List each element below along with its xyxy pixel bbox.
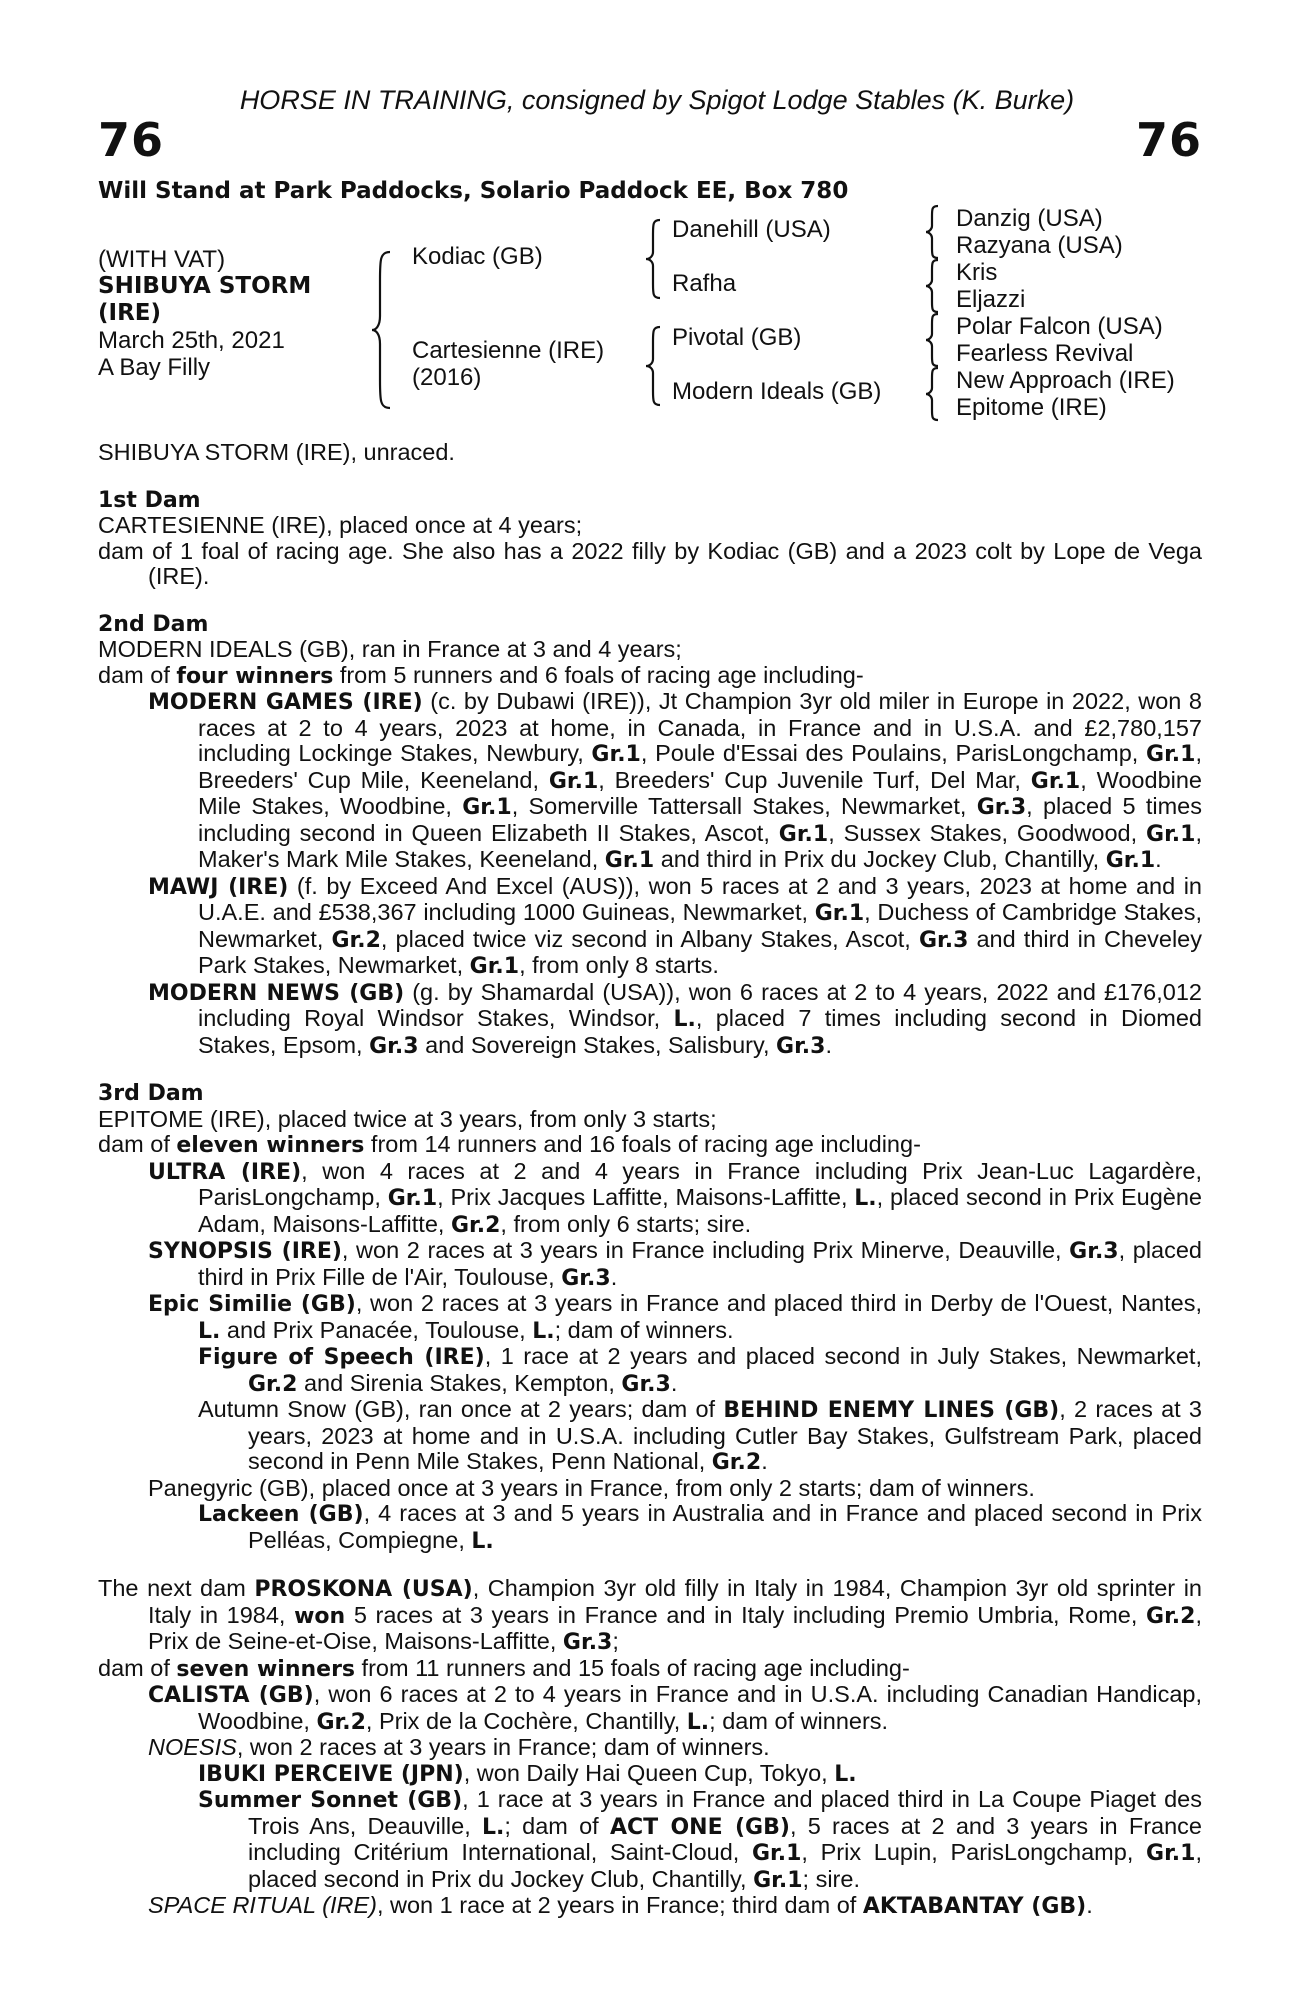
third-dam-heading: 3rd Dam — [98, 1081, 204, 1106]
lot-number-right: 76 — [1135, 113, 1202, 167]
produce-entry-mawj: MAWJ (IRE) (f. by Exceed And Excel (AUS)), won 5 races at 2 and 3 years, 2023 at home and in U.A.E. and £538,367 including 1000 Guineas, Newmarket, Gr.1, Duchess of Cambridge Stakes, Newmarket, Gr.2, placed twice viz second in Albany Stakes, Ascot, Gr.3 and third in Cheveley Park Stakes, Newmarket, Gr.1, from only 8 starts. — [148, 872, 1202, 979]
great-grandsire-2: Kris — [956, 259, 998, 286]
produce-entry-panegyric: Panegyric (GB), placed once at 3 years in France, from only 2 starts; dam of winners. — [148, 1474, 1035, 1501]
first-dam-produce: dam of 1 foal of racing age. She also has a 2022 filly by Kodiac (GB) and a 2023 colt by Lope de Vega (IRE). — [98, 537, 1202, 589]
produce-entry-ibuki-perceive: IBUKI PERCEIVE (JPN), won Daily Hai Queen Cup, Tokyo, L. — [198, 1759, 857, 1787]
pedigree-brace-4 — [924, 204, 944, 260]
produce-entry-ultra: ULTRA (IRE), won 4 races at 2 and 4 years in France including Prix Jean-Luc Lagardère, ParisLongchamp, Gr.1, Prix Jacques Laffitte, Maisons-Laffitte, L., placed second in Prix Eugène Adam, Maisons-Laffitte, Gr.2, from only 6 starts; sire. — [148, 1157, 1203, 1238]
pedigree-brace-3 — [644, 325, 666, 407]
produce-entry-modern-news: MODERN NEWS (GB) (g. by Shamardal (USA)), won 6 races at 2 to 4 years, 2022 and £176,012 including Royal Windsor Stakes, Windsor, L., placed 7 times including second in Diomed Stakes, Epsom, Gr.3 and Sovereign Stakes, Salisbury, Gr.3. — [148, 978, 1202, 1059]
pedigree-brace-7 — [924, 366, 944, 422]
foaling-date: March 25th, 2021 — [98, 327, 285, 354]
produce-record — [98, 440, 1202, 1920]
produce-entry-lackeen: Lackeen (GB), 4 races at 3 and 5 years in Australia and in France and placed second in Prix Pelléas, Compiegne, L. — [198, 1500, 1203, 1554]
third-dam-line: EPITOME (IRE), placed twice at 3 years, from only 3 starts; — [98, 1105, 717, 1132]
great-granddam-3: Fearless Revival — [956, 340, 1134, 367]
next-dam-produce: dam of seven winners from 11 runners and 15 foals of racing age including- — [98, 1654, 910, 1682]
dam-dam: Modern Ideals (GB) — [672, 378, 882, 405]
produce-entry-figure-of-speech: Figure of Speech (IRE), 1 race at 2 years and placed second in July Stakes, Newmarket, Gr.2 and Sirenia Stakes, Kempton, Gr.3. — [198, 1343, 1202, 1397]
great-grandsire-3: Polar Falcon (USA) — [956, 313, 1163, 340]
great-grandsire-4: New Approach (IRE) — [956, 367, 1175, 394]
next-dam-line: The next dam PROSKONA (USA), Champion 3yr old filly in Italy in 1984, Champion 3yr old sprinter in Italy in 1984, won 5 races at 3 years in France and in Italy including Premio Umbria, Rome, Gr.2, Prix de Seine-et-Oise, Maisons-Laffitte, Gr.3; — [98, 1575, 1202, 1655]
horse-name: SHIBUYA STORM — [98, 273, 312, 299]
great-granddam-1: Razyana (USA) — [956, 232, 1123, 259]
produce-entry-epic-similie: Epic Similie (GB), won 2 races at 3 years in France and placed third in Derby de l'Ouest, Nantes, L. and Prix Panacée, Toulouse, L.; dam of winners. — [148, 1290, 1202, 1344]
pedigree-brace-6 — [924, 312, 944, 368]
pedigree-brace-5 — [924, 258, 944, 314]
race-summary: SHIBUYA STORM (IRE), unraced. — [98, 439, 455, 465]
great-grandsire-1: Danzig (USA) — [956, 205, 1103, 232]
produce-entry-summer-sonnet: Summer Sonnet (GB), 1 race at 3 years in France and placed third in La Coupe Piaget des Trois Ans, Deauville, L.; dam of ACT ONE (GB), 5 races at 2 and 3 years in France including Critérium International, Saint-Cloud, Gr.1, Prix Lupin, ParisLongchamp, Gr.1, placed second in Prix du Jockey Club, Chantilly, Gr.1; sire. — [198, 1786, 1202, 1893]
second-dam-heading: 2nd Dam — [98, 611, 209, 637]
second-dam-line: MODERN IDEALS (GB), ran in France at 3 and 4 years; — [98, 636, 682, 662]
stabling-location: Will Stand at Park Paddocks, Solario Paddock EE, Box 780 — [98, 178, 849, 204]
dam: Cartesienne (IRE) — [412, 337, 605, 364]
first-dam-heading: 1st Dam — [98, 487, 201, 513]
sire: Kodiac (GB) — [412, 243, 543, 270]
third-dam-produce: dam of eleven winners from 14 runners and 16 foals of racing age including- — [98, 1131, 921, 1158]
produce-entry-autumn-snow: Autumn Snow (GB), ran once at 2 years; dam of BEHIND ENEMY LINES (GB), 2 races at 3 years, 2023 at home and in U.S.A. including Cutler Bay Stakes, Gulfstream Park, placed second in Penn Mile Stakes, Penn National, Gr.2. — [198, 1396, 1202, 1475]
produce-entry-synopsis: SYNOPSIS (IRE), won 2 races at 3 years in France including Prix Minerve, Deauville, Gr.3, placed third in Prix Fille de l'Air, Toulouse, Gr.3. — [148, 1237, 1203, 1291]
second-dam-produce: dam of four winners from 5 runners and 6 foals of racing age including- — [98, 661, 864, 689]
horse-description: A Bay Filly — [98, 354, 211, 381]
produce-entry-modern-games: MODERN GAMES (IRE) (c. by Dubawi (IRE)), Jt Champion 3yr old miler in Europe in 2022, won 8 races at 2 to 4 years, 2023 at home, in Canada, in France and in U.S.A. and £2,780,157 including Lockinge Stakes, Newbury, Gr.1, Poule d'Essai des Poulains, ParisLongchamp, Gr.1, Breeders' Cup Mile, Keeneland, Gr.1, Breeders' Cup Juvenile Turf, Del Mar, Gr.1, Woodbine Mile Stakes, Woodbine, Gr.1, Somerville Tattersall Stakes, Newmarket, Gr.3, placed 5 times including second in Queen Elizabeth II Stakes, Ascot, Gr.1, Sussex Stakes, Goodwood, Gr.1, Maker's Mark Mile Stakes, Keeneland, Gr.1 and third in Prix du Jockey Club, Chantilly, Gr.1. — [148, 688, 1202, 873]
consignment-line: HORSE IN TRAINING, consigned by Spigot Lodge Stables (K. Burke) — [239, 85, 1075, 115]
horse-name-suffix: (IRE) — [98, 300, 162, 326]
first-dam-line: CARTESIENNE (IRE), placed once at 4 years; — [98, 512, 583, 538]
vat-note: (WITH VAT) — [98, 246, 226, 273]
sire-dam: Rafha — [672, 270, 737, 297]
sire-sire: Danehill (USA) — [672, 216, 831, 243]
pedigree-brace-2 — [644, 218, 666, 300]
pedigree-brace-1 — [370, 250, 400, 410]
produce-entry-calista: CALISTA (GB), won 6 races at 2 to 4 years in France and in U.S.A. including Canadian Handicap, Woodbine, Gr.2, Prix de la Cochère, Chantilly, L.; dam of winners. — [148, 1681, 1203, 1735]
produce-entry-space-ritual: SPACE RITUAL (IRE), won 1 race at 2 years in France; third dam of AKTABANTAY (GB). — [148, 1892, 1093, 1919]
great-granddam-4: Epitome (IRE) — [956, 394, 1107, 421]
produce-entry-noesis: NOESIS, won 2 races at 3 years in France; dam of winners. — [148, 1734, 770, 1760]
great-granddam-2: Eljazzi — [956, 286, 1026, 313]
dam-sire: Pivotal (GB) — [672, 324, 802, 351]
dam-year: (2016) — [412, 364, 482, 391]
lot-number-left: 76 — [98, 113, 165, 167]
